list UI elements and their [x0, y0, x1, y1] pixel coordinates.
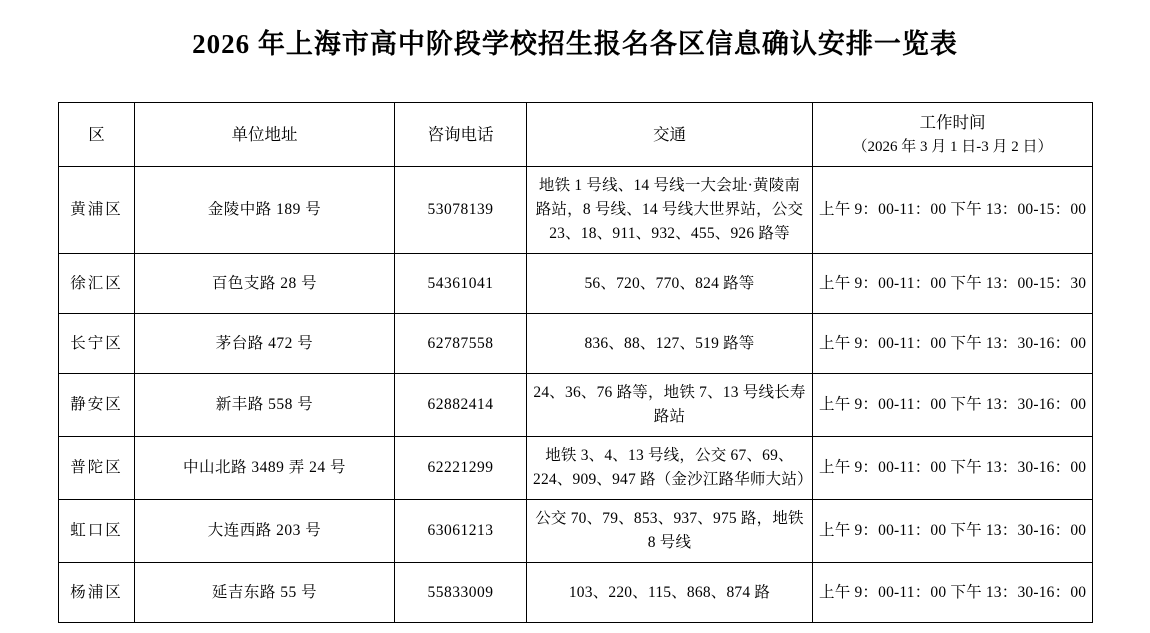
table-row: [59, 314, 1093, 374]
cell-traffic: 公交 70、79、853、937、975 路，地铁 8 号线: [527, 500, 813, 563]
column-header-hours-sub: （2026 年 3 月 1 日-3 月 2 日）: [852, 138, 1053, 155]
cell-hours: 上午 9：00-11：00 下午 13：30-16：00: [813, 563, 1093, 623]
column-header-hours: [813, 103, 1093, 167]
table-body: [59, 167, 1093, 623]
column-header-address: 单位地址: [135, 103, 395, 167]
page-title: 2026 年上海市高中阶段学校招生报名各区信息确认安排一览表: [192, 29, 958, 59]
cell-traffic: 24、36、76 路等，地铁 7、13 号线长寿路站: [527, 374, 813, 437]
cell-traffic: 地铁 3、4、13 号线，公交 67、69、224、909、947 路（金沙江路华师大站）: [527, 437, 813, 500]
cell-phone: 63061213: [395, 500, 527, 563]
table-header: [59, 103, 1093, 167]
cell-district: 静安区: [59, 374, 135, 437]
cell-district: 杨浦区: [59, 563, 135, 623]
cell-address: 大连西路 203 号: [135, 500, 395, 563]
table-row: [59, 167, 1093, 254]
cell-hours: 上午 9：00-11：00 下午 13：30-16：00: [813, 314, 1093, 374]
table-container: [58, 102, 1092, 623]
cell-address: 中山北路 3489 弄 24 号: [135, 437, 395, 500]
cell-address: 延吉东路 55 号: [135, 563, 395, 623]
cell-hours: 上午 9：00-11：00 下午 13：00-15：30: [813, 254, 1093, 314]
table-row: [59, 437, 1093, 500]
table-row: [59, 563, 1093, 623]
cell-hours: 上午 9：00-11：00 下午 13：30-16：00: [813, 374, 1093, 437]
cell-address: 茅台路 472 号: [135, 314, 395, 374]
cell-traffic: 56、720、770、824 路等: [527, 254, 813, 314]
table-row: [59, 254, 1093, 314]
table-row: [59, 500, 1093, 563]
cell-district: 普陀区: [59, 437, 135, 500]
cell-district: 黄浦区: [59, 167, 135, 254]
table-row: [59, 374, 1093, 437]
cell-phone: 54361041: [395, 254, 527, 314]
column-header-district: 区: [59, 103, 135, 167]
cell-address: 金陵中路 189 号: [135, 167, 395, 254]
registration-schedule-table: [58, 102, 1093, 623]
cell-traffic: 地铁 1 号线、14 号线一大会址·黄陵南路站，8 号线、14 号线大世界站，公交 23、18、911、932、455、926 路等: [527, 167, 813, 254]
cell-hours: 上午 9：00-11：00 下午 13：30-16：00: [813, 500, 1093, 563]
cell-hours: 上午 9：00-11：00 下午 13：30-16：00: [813, 437, 1093, 500]
column-header-phone: 咨询电话: [395, 103, 527, 167]
cell-district: 长宁区: [59, 314, 135, 374]
cell-phone: 62221299: [395, 437, 527, 500]
cell-phone: 53078139: [395, 167, 527, 254]
cell-phone: 62882414: [395, 374, 527, 437]
cell-phone: 62787558: [395, 314, 527, 374]
cell-address: 百色支路 28 号: [135, 254, 395, 314]
column-header-traffic: 交通: [527, 103, 813, 167]
cell-traffic: 103、220、115、868、874 路: [527, 563, 813, 623]
cell-district: 虹口区: [59, 500, 135, 563]
cell-traffic: 836、88、127、519 路等: [527, 314, 813, 374]
table-header-row: [59, 103, 1093, 167]
cell-phone: 55833009: [395, 563, 527, 623]
cell-hours: 上午 9：00-11：00 下午 13：00-15：00: [813, 167, 1093, 254]
cell-address: 新丰路 558 号: [135, 374, 395, 437]
column-header-hours-main: 工作时间: [919, 113, 986, 133]
cell-district: 徐汇区: [59, 254, 135, 314]
